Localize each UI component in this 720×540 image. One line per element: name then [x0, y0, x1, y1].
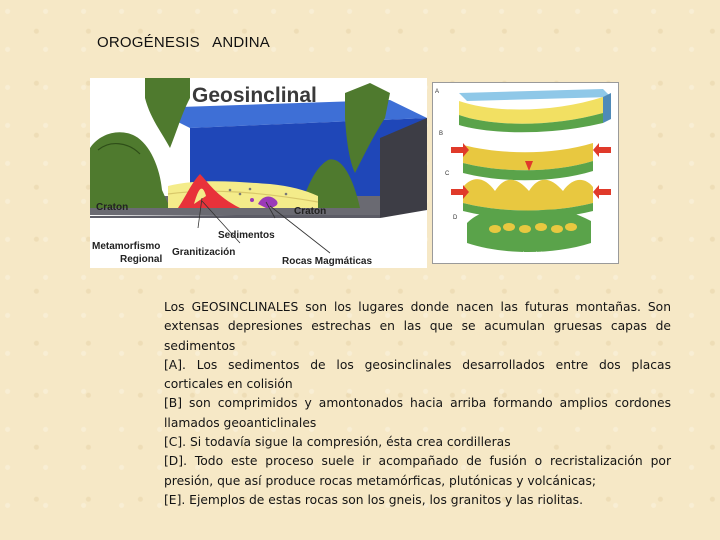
paragraph-e: [E]. Ejemplos de estas rocas son los gneis, los granitos y las riolitas. — [164, 492, 583, 507]
term-geosinclinales: GEOSINCLINALES — [191, 300, 299, 314]
text-prefix: Los — [164, 300, 192, 314]
label-rocas-magmaticas: Rocas Magmáticas — [282, 256, 373, 267]
stage-d — [467, 210, 591, 252]
label-granitizacion: Granitización — [172, 247, 236, 258]
label-metamorfismo: Metamorfismo — [92, 241, 161, 252]
label-regional: Regional — [120, 254, 163, 265]
stage-b — [451, 143, 611, 180]
panel-label-d: D — [453, 215, 458, 221]
panel-label-a: A — [435, 89, 440, 95]
stage-a — [459, 89, 611, 132]
panel-label-c: C — [445, 171, 450, 177]
paragraph-b: [B] son comprimidos y amontonados hacia arriba formando amplios cordones llamados geoanticlinales — [164, 396, 671, 430]
paragraph-c: [C]. Si todavía sigue la compresión, ésta crea cordilleras — [164, 435, 511, 450]
paragraph-geosinclinales — [164, 298, 671, 356]
craton-left — [90, 132, 170, 208]
geosinclinal-diagram — [90, 78, 427, 268]
label-craton-left: Craton — [96, 202, 129, 213]
paragraph-a: [A]. Los sedimentos de los geosinclinales desarrollados entre dos placas corticales en colisión — [164, 357, 671, 392]
description-text — [164, 298, 671, 510]
arrow-b-right — [593, 143, 611, 157]
watermark: sobrehistoria.com — [513, 250, 585, 260]
page-title: OROGÉNESIS ANDINA — [97, 34, 271, 51]
panel-label-b: B — [439, 131, 444, 137]
label-sedimentos: Sedimentos — [218, 230, 275, 241]
text-definition: son los lugares donde nacen las futuras montañas. Son extensas depresiones estrechas en las que se acumulan gruesas capas de sedimentos — [164, 300, 671, 353]
label-craton-right: Craton — [294, 206, 327, 217]
orogeny-stages-diagram — [432, 82, 619, 264]
diagram-heading: Geosinclinal — [192, 84, 317, 107]
paragraph-d: [D]. Todo este proceso suele ir acompañado de fusión o recristalización por presión, que así produce rocas metamórficas, plutónicas y volcánicas; — [164, 454, 671, 488]
arrow-c-right — [593, 185, 611, 199]
